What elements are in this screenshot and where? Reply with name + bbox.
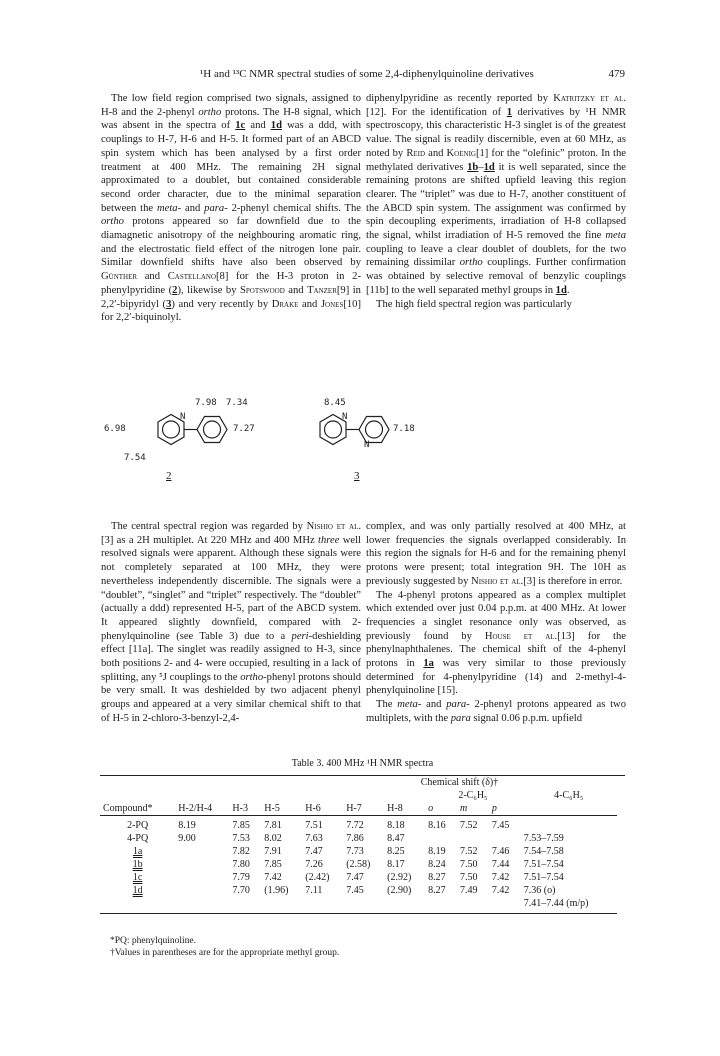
text-column-top-left	[101, 92, 361, 325]
table-group-header-row	[100, 776, 625, 790]
compound-number-2: 2	[166, 470, 172, 482]
nmr-table	[100, 758, 625, 914]
running-title: ¹H and ¹³C NMR spectral studies of some 2,4-diphenylquinoline derivatives	[200, 68, 534, 80]
column-header: H-2/H-4	[175, 802, 229, 816]
running-header	[100, 68, 625, 84]
compound-number-3: 3	[354, 470, 360, 482]
subheader-4-phenyl: 4-C₆H₅	[554, 790, 584, 801]
paragraph: diphenylpyridine as recently reported by Katritzky et al.[12]. For the identification of 1 derivatives by ¹H NMR spectroscopy, this characteristic H-3 singlet is of the greatest value. The signal is readily discernible, even at 60 MHz, as noted by Reid and Koenig[1] for the “olefinic” proton. In the methylated derivatives 1b–1d it is well separated, since the remaining protons are shifted upfield leaving this region clearer. The “triplet” was due to H-7, another constituent of the ABCD spin system. The assignment was confirmed by spin decoupling experiments, irradiation of H-8 collapsed the signal, whilst irradiation of H-5 removed the fine meta coupling to leave a clear doublet of doublets, for the two remaining dissimilar ortho couplings. Further confirmation was obtained by selective removal of benzylic couplings [11b] to the well separated methyl groups in 1d.	[366, 93, 627, 296]
table-row: 2-PQ 8.19 7.85 7.81 7.51 7.72 8.18 8.16 7.52 7.45	[127, 820, 510, 831]
paragraph: The central spectral region was regarded by Nishio et al.[3] as a 2H multiplet. At 220 MHz and 400 MHz three well resolved signals were apparent. Although these signals were not completely separated at 100 MHz, they were nevertheless independently discernible. The signals were a “doublet”, “singlet” and “triplet” respectively. The “doublet” (actually a ddd) represented H-5, part of the ABCD system. It appeared slightly downfield, compared with 2-phenylquinoline (see Table 3) due to a peri-deshielding effect [11a]. The singlet was readily assigned to H-3, since both positions 2- and 4- were occupied, resulting in a lack of splitting, any ⁵J couplings to the ortho-phenyl protons should be very small. It was deshielded by two adjacent phenyl groups and appeared at a very similar chemical shift to that of H-5 in 2-chloro-3-benzyl-2,4-	[101, 521, 361, 724]
table-row: 1b 7.80 7.85 7.26 (2.58) 8.17 8.24 7.50 7.44 7.51–7.54	[132, 859, 564, 870]
structure-figure-2	[100, 398, 340, 508]
paragraph: complex, and was only partially resolved at 400 MHz, at lower frequencies the signals overlapped considerably. In this region the signals for H-6 and for the remaining phenyl protons were present; total integration 9H. The 10H as previously suggested by Nishio et al.[3] is therefore in error.	[366, 521, 626, 587]
footnote: *PQ: phenylquinoline.	[110, 936, 197, 946]
nitrogen-label: N	[342, 412, 348, 422]
page-number: 479	[608, 68, 625, 80]
column-header: o	[425, 802, 457, 816]
table-row: 4-PQ 9.00 7.53 8.02 7.63 7.86 8.47 7.53–7.59	[127, 833, 564, 844]
column-header: H-5	[261, 802, 302, 816]
group-header: Chemical shift (δ)†	[302, 776, 617, 790]
shift-label: 8.45	[324, 398, 346, 408]
column-header: p	[489, 802, 521, 816]
shift-label: 7.34	[226, 398, 248, 408]
table-footnotes	[110, 935, 339, 959]
table-grid	[100, 775, 625, 914]
column-header: H-6	[302, 802, 343, 816]
text-column-top-right	[366, 92, 626, 311]
table-row: 7.41–7.44 (m/p)	[100, 897, 625, 914]
column-header: H-8	[384, 802, 425, 816]
shift-label: 7.27	[233, 424, 255, 434]
shift-label: 7.98	[195, 398, 217, 408]
shift-label: 6.98	[104, 424, 126, 434]
table-subgroup-row	[100, 789, 625, 802]
column-header: m	[457, 802, 489, 816]
text-column-middle-right	[366, 520, 626, 726]
paragraph: The low field region comprised two signals, assigned to H-8 and the 2-phenyl ortho protons. The H-8 signal, which was absent in the spectra of 1c and 1d was a ddd, with couplings to H-7, H-6 and H-5. It formed part of an ABCD spin system which has been analysed by a first order treatment at 400 MHz. The remaining 2H signal approximated to a doublet, but contained considerable second order character, due to the minimal separation between the meta- and para- 2-phenyl chemical shifts. The ortho protons appeared so far downfield due to the diamagnetic anisotropy of the neighbouring aromatic ring, and the electrostatic field effect of the nitrogen lone pair. Similar downfield shifts have also been observed by Günther and Castellano[8] for the H-3 proton in 2-phenylpyridine (2), likewise by Spotswood and Tanzer[9] in 2,2′-bipyridyl (3) and very recently by Drake and Jones[10] for 2,2′-biquinolyl.	[101, 93, 361, 324]
table-row: 1c 7.79 7.42 (2.42) 7.47 (2.92) 8.27 7.50 7.42 7.51–7.54	[132, 872, 564, 883]
footnote: †Values in parentheses are for the appropriate methyl group.	[110, 948, 340, 958]
subheader-2-phenyl: 2-C₆H₅	[458, 790, 488, 801]
column-header: Compound*	[100, 802, 175, 816]
nitrogen-label: N	[364, 440, 370, 450]
shift-label: 7.18	[393, 424, 415, 434]
paragraph: The 4-phenyl protons appeared as a complex multiplet which extended over just 0.04 p.p.m. at 400 MHz. At lower frequencies a singlet resonance only was observed, as previously found by House et al.[13] for the phenylnaphthalenes. The chemical shift of the 4-phenyl protons in 1a was very similar to those previously determined for 4-phenylpyridine (14) and 2-methyl-4-phenylquinoline [15].	[366, 589, 626, 697]
paragraph: The meta- and para- 2-phenyl protons appeared as two multiplets, with the para signal 0.06 p.p.m. upfield	[366, 699, 627, 724]
table-caption: Table 3. 400 MHz ¹H NMR spectra	[291, 758, 434, 769]
text-column-middle-left	[101, 520, 361, 726]
table-row: 1a 7.82 7.91 7.47 7.73 8.25 8.19 7.52 7.46 7.54–7.58	[132, 846, 564, 857]
table-header-row	[100, 802, 625, 816]
table-row: 1d 7.70 (1.96) 7.11 7.45 (2.90) 8.27 7.49 7.42 7.36 (o)	[132, 885, 556, 896]
column-header: H-7	[343, 802, 384, 816]
shift-label: 7.54	[124, 453, 146, 463]
paragraph: The high field spectral region was particularly	[376, 298, 572, 310]
column-header: H-3	[229, 802, 261, 816]
nitrogen-label: N	[180, 412, 186, 422]
structure-figure-3	[324, 398, 620, 508]
